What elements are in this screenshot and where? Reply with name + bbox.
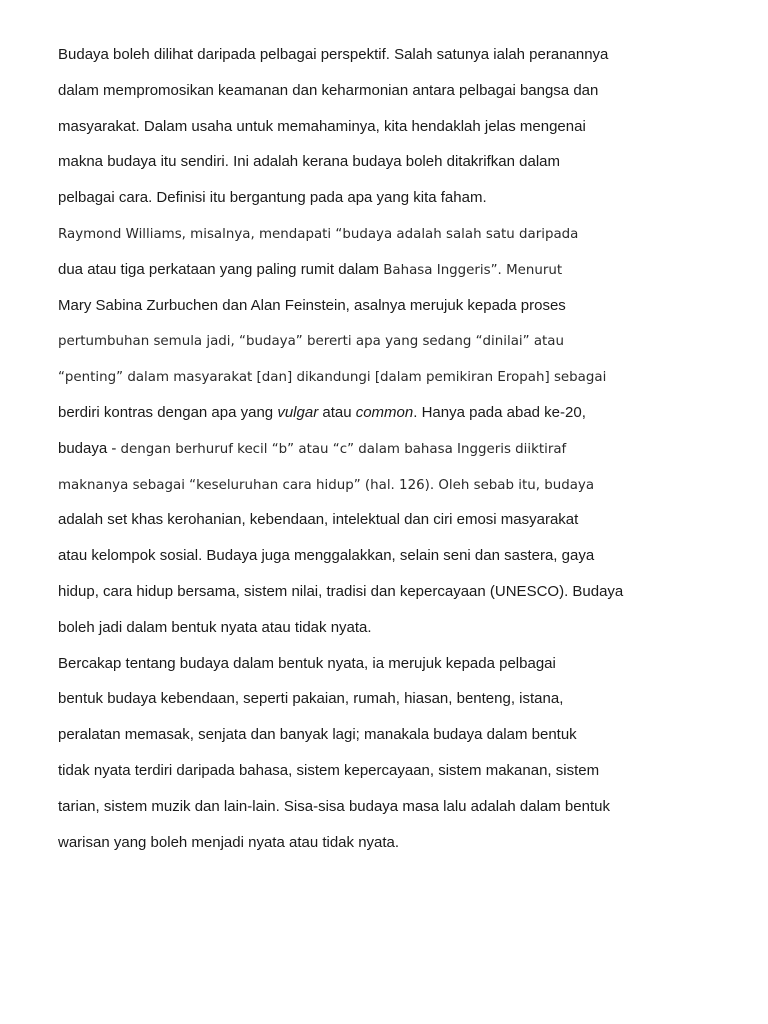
text-segment: atau kelompok sosial. Budaya juga menggalakkan, selain seni dan sastera, gaya: [58, 547, 595, 565]
text-segment: budaya -: [58, 439, 121, 457]
text-line: [58, 507, 708, 543]
text-segment: makna budaya itu sendiri. Ini adalah kerana budaya boleh ditakrifkan dalam: [58, 153, 560, 171]
text-line: [58, 686, 708, 722]
text-segment: peralatan memasak, senjata dan banyak lagi; manakala budaya dalam bentuk: [58, 726, 577, 744]
text-segment: Bercakap tentang budaya dalam bentuk nyata, ia merujuk kepada pelbagai: [58, 654, 556, 672]
text-line: [58, 400, 708, 436]
text-line: [58, 543, 708, 579]
text-segment: . Hanya pada abad ke-20,: [413, 403, 586, 421]
text-segment: pelbagai cara. Definisi itu bergantung pada apa yang kita faham.: [58, 189, 487, 207]
text-line: [58, 78, 708, 114]
text-line: [58, 579, 708, 615]
text-line: [58, 615, 708, 651]
text-line: [58, 257, 708, 293]
text-segment: tidak nyata terdiri daripada bahasa, sistem kepercayaan, sistem makanan, sistem: [58, 761, 600, 779]
text-line: [58, 472, 708, 508]
text-line: [58, 758, 708, 794]
text-segment: tarian, sistem muzik dan lain-lain. Sisa-sisa budaya masa lalu adalah dalam bentuk: [58, 797, 610, 815]
text-segment: warisan yang boleh menjadi nyata atau tidak nyata.: [58, 833, 400, 851]
text-line: [58, 328, 708, 364]
text-line: [58, 42, 708, 78]
text-line: [58, 436, 708, 472]
text-line: [58, 722, 708, 758]
text-line: [58, 651, 708, 687]
text-line: [58, 185, 708, 221]
text-line: [58, 830, 708, 866]
text-segment: bentuk budaya kebendaan, seperti pakaian, rumah, hiasan, benteng, istana,: [58, 690, 564, 708]
body-text: [58, 42, 708, 865]
text-segment: adalah set khas kerohanian, kebendaan, intelektual dan ciri emosi masyarakat: [58, 511, 579, 529]
text-segment: Budaya boleh dilihat daripada pelbagai perspektif. Salah satunya ialah peranannya: [58, 46, 609, 63]
text-line: [58, 149, 708, 185]
text-line: [58, 221, 708, 257]
text-line: [58, 364, 708, 400]
text-segment: dua atau tiga perkataan yang paling rumit dalam: [58, 260, 384, 278]
text-segment: boleh jadi dalam bentuk nyata atau tidak nyata.: [58, 618, 372, 636]
text-line: [58, 114, 708, 150]
text-segment: dengan berhuruf kecil “b” atau “c” dalam bahasa Inggeris diiktiraf: [120, 441, 567, 457]
text-segment: atau: [318, 403, 356, 421]
text-segment: maknanya sebagai “keseluruhan cara hidup” (hal. 126). Oleh sebab itu, budaya: [58, 477, 595, 493]
text-segment: common: [355, 403, 414, 421]
text-segment: vulgar: [277, 403, 319, 421]
text-segment: berdiri kontras dengan apa yang: [58, 403, 278, 421]
text-line: [58, 794, 708, 830]
text-segment: “penting” dalam masyarakat [dan] dikandungi [dalam pemikiran Eropah] sebagai: [58, 370, 607, 386]
text-segment: Raymond Williams, misalnya, mendapati “budaya adalah salah satu daripada: [58, 226, 579, 242]
text-line: [58, 293, 708, 329]
text-segment: masyarakat. Dalam usaha untuk memahaminya, kita hendaklah jelas mengenai: [58, 117, 586, 135]
text-segment: dalam mempromosikan keamanan dan keharmonian antara pelbagai bangsa dan: [58, 81, 599, 99]
text-segment: Mary Sabina Zurbuchen dan Alan Feinstein, asalnya merujuk kepada proses: [58, 296, 566, 314]
text-segment: hidup, cara hidup bersama, sistem nilai, tradisi dan kepercayaan (UNESCO). Budaya: [58, 582, 624, 600]
text-segment: Bahasa Inggeris”. Menurut: [383, 262, 563, 278]
text-segment: pertumbuhan semula jadi, “budaya” bererti apa yang sedang “dinilai” atau: [58, 334, 564, 350]
